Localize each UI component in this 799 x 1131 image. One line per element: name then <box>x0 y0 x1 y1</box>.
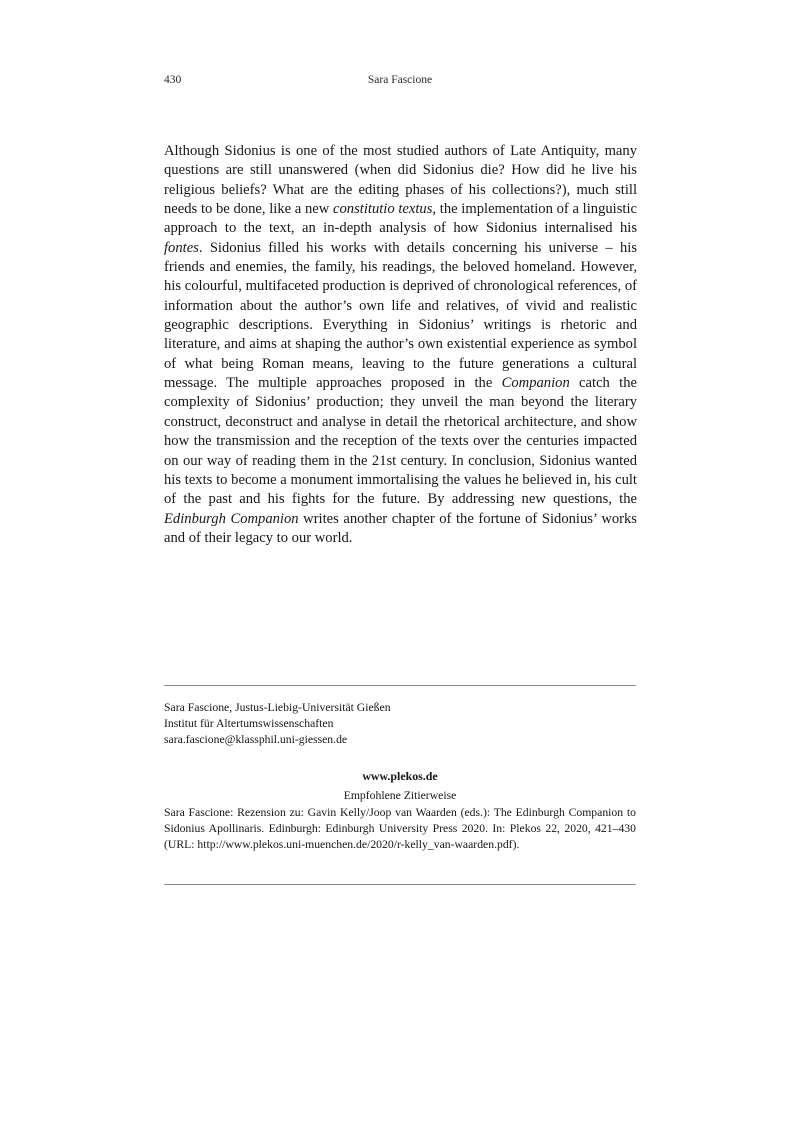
body-paragraph: Although Sidonius is one of the most studied authors of Late Antiquity, many questions are still unanswered (when did Sidonius die? How did he live his religious beliefs? What are the editing phases of his collections?), much still needs to be done, like a new constitutio textus, the implementation of a linguistic approach to the text, an in-depth analysis of how Sidonius internalised his fontes. Sidonius filled his works with details concerning his universe – his friends and enemies, the family, his readings, the beloved homeland. However, his colourful, multifaceted production is deprived of chronological references, of information about the author’s own life and relatives, of vivid and realistic geographic descriptions. Everything in Sidonius’ writings is rhetoric and literature, and aims at shaping the author’s own existential experience as symbol of what being Roman means, leaving to the future generations a cultural message. The multiple approaches proposed in the Companion catch the complexity of Sidonius’ production; they unveil the man beyond the literary construct, deconstruct and analyse in detail the rhetorical architecture, and show how the transmission and the reception of the texts over the centuries impacted on our way of reading them in the 21st century. In conclusion, Sidonius wanted his texts to become a monument immortalising the values he believed in, his cult of the past and his fights for the future. By addressing new questions, the Edinburgh Companion writes another chapter of the fortune of Sidonius’ works and of their legacy to our world. <box>164 143 637 546</box>
citation-label: Empfohlene Zitierweise <box>343 788 457 802</box>
affiliation-line-name: Sara Fascione, Justus-Liebig-Universität Gießen <box>164 701 391 714</box>
citation-block <box>164 768 636 854</box>
running-head-title: Sara Fascione <box>367 74 433 86</box>
footer-rule-top <box>164 685 636 686</box>
page-number: 430 <box>164 74 182 86</box>
affiliation-line-institute: Institut für Altertumswissenschaften <box>164 717 334 731</box>
journal-website: www.plekos.de <box>362 769 438 783</box>
author-email: sara.fascione@klassphil.uni-giessen.de <box>164 733 348 747</box>
citation-text: Sara Fascione: Rezension zu: Gavin Kelly/Joop van Waarden (eds.): The Edinburgh Companion to Sidonius Apollinaris. Edinburgh: Edinburgh University Press 2020. In: Plekos 22, 2020, 421–430 (URL: http://www.plekos.uni-muenchen.de/2020/r-kelly_van-waarden.pdf). <box>164 805 636 852</box>
footer-rule-bottom <box>164 884 636 885</box>
author-affiliation <box>164 700 636 749</box>
body-text <box>164 142 637 548</box>
running-head <box>164 74 636 90</box>
